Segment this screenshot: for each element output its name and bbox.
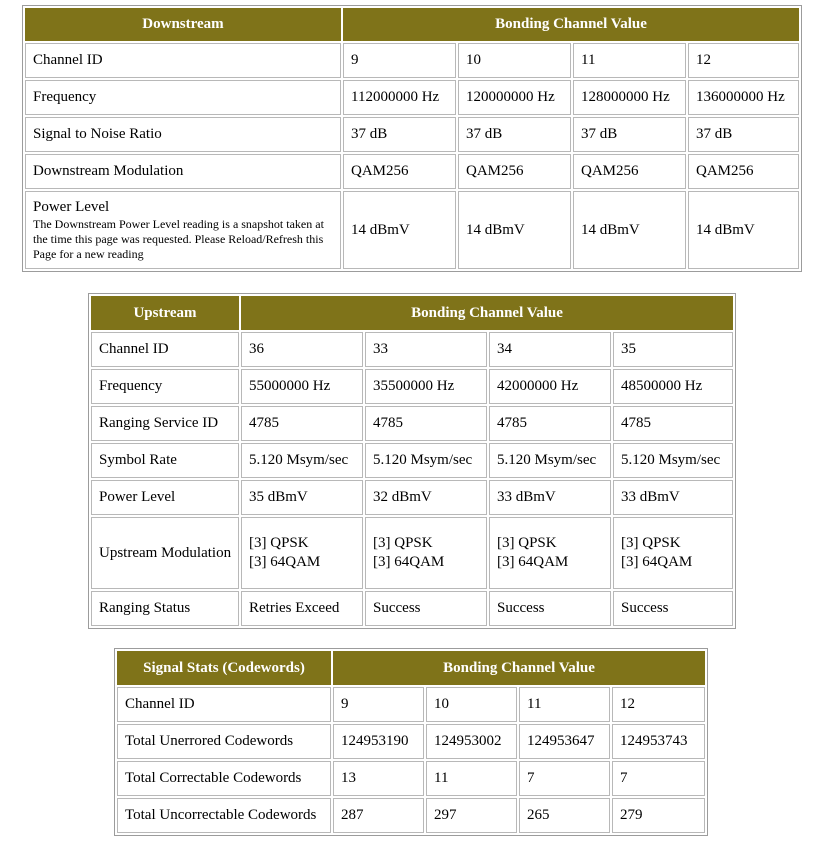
cell-value [489, 517, 611, 589]
cell-value: 12 [612, 687, 705, 722]
cell-value [365, 517, 487, 589]
modulation-line: [3] 64QAM [621, 554, 693, 570]
cell-value: 33 [365, 332, 487, 367]
cell-value: 4785 [489, 406, 611, 441]
cell-value: 124953647 [519, 724, 610, 759]
cell-value: 5.120 Msym/sec [613, 443, 733, 478]
downstream-header-label: Downstream [25, 8, 341, 41]
codewords-header-row [117, 651, 705, 685]
table-row [25, 43, 799, 78]
cell-value: 9 [333, 687, 424, 722]
table-row [117, 761, 705, 796]
modulation-line: [3] 64QAM [373, 554, 445, 570]
cell-value: Success [613, 591, 733, 626]
row-label: Frequency [91, 369, 239, 404]
row-label: Channel ID [117, 687, 331, 722]
cell-value: 279 [612, 798, 705, 833]
codewords-table [114, 648, 708, 836]
cell-value: 33 dBmV [613, 480, 733, 515]
cell-value: 37 dB [343, 117, 456, 152]
cell-value: 35500000 Hz [365, 369, 487, 404]
table-row [91, 443, 733, 478]
power-level-label: Power Level [33, 198, 110, 215]
cell-value: Success [365, 591, 487, 626]
cell-value: 9 [343, 43, 456, 78]
table-row [25, 117, 799, 152]
power-level-note: The Downstream Power Level reading is a snapshot taken at the time this page was requested. Please Reload/Refresh this Page for a new reading [33, 216, 324, 261]
cell-value: QAM256 [573, 154, 686, 189]
row-label: Ranging Service ID [91, 406, 239, 441]
cell-value: 14 dBmV [343, 191, 456, 269]
cell-value: 14 dBmV [573, 191, 686, 269]
modulation-line: [3] QPSK [621, 535, 681, 551]
row-label: Channel ID [25, 43, 341, 78]
cell-value: 4785 [241, 406, 363, 441]
downstream-header-row [25, 8, 799, 41]
cell-value: 36 [241, 332, 363, 367]
cell-value: 37 dB [688, 117, 799, 152]
row-label: Upstream Modulation [91, 517, 239, 589]
cell-value: 120000000 Hz [458, 80, 571, 115]
codewords-header-value: Bonding Channel Value [333, 651, 705, 685]
table-row [25, 191, 799, 269]
cell-value: 42000000 Hz [489, 369, 611, 404]
cell-value: 11 [426, 761, 517, 796]
upstream-header-row [91, 296, 733, 330]
table-row [25, 154, 799, 189]
cell-value: 265 [519, 798, 610, 833]
modulation-line: [3] 64QAM [249, 554, 321, 570]
cell-value [241, 517, 363, 589]
cell-value: 136000000 Hz [688, 80, 799, 115]
cell-value: 297 [426, 798, 517, 833]
table-row [91, 406, 733, 441]
table-row [91, 591, 733, 626]
cell-value: QAM256 [458, 154, 571, 189]
row-label: Total Correctable Codewords [117, 761, 331, 796]
modulation-line: [3] QPSK [497, 535, 557, 551]
table-row [91, 480, 733, 515]
modulation-line: [3] 64QAM [497, 554, 569, 570]
cell-value: 11 [519, 687, 610, 722]
cell-value: 33 dBmV [489, 480, 611, 515]
table-row [91, 332, 733, 367]
upstream-header-value: Bonding Channel Value [241, 296, 733, 330]
cell-value: 4785 [613, 406, 733, 441]
cell-value: 35 [613, 332, 733, 367]
cell-value: 128000000 Hz [573, 80, 686, 115]
cell-value: 5.120 Msym/sec [489, 443, 611, 478]
cell-value: Retries Exceed [241, 591, 363, 626]
row-label: Frequency [25, 80, 341, 115]
cell-value: 124953002 [426, 724, 517, 759]
table-row [117, 724, 705, 759]
cell-value: 7 [612, 761, 705, 796]
table-row [91, 517, 733, 589]
row-label: Symbol Rate [91, 443, 239, 478]
downstream-header-value: Bonding Channel Value [343, 8, 799, 41]
cell-value: 10 [458, 43, 571, 78]
upstream-header-label: Upstream [91, 296, 239, 330]
cell-value: 12 [688, 43, 799, 78]
row-label: Total Uncorrectable Codewords [117, 798, 331, 833]
table-row [117, 798, 705, 833]
row-label [25, 191, 341, 269]
cell-value: 10 [426, 687, 517, 722]
cell-value: 32 dBmV [365, 480, 487, 515]
cell-value: 55000000 Hz [241, 369, 363, 404]
row-label: Downstream Modulation [25, 154, 341, 189]
cell-value [613, 517, 733, 589]
cell-value: 287 [333, 798, 424, 833]
cell-value: 124953190 [333, 724, 424, 759]
row-label: Signal to Noise Ratio [25, 117, 341, 152]
cell-value: QAM256 [688, 154, 799, 189]
cell-value: 37 dB [573, 117, 686, 152]
row-label: Ranging Status [91, 591, 239, 626]
cell-value: 112000000 Hz [343, 80, 456, 115]
cell-value: 37 dB [458, 117, 571, 152]
row-label: Total Unerrored Codewords [117, 724, 331, 759]
cell-value: 7 [519, 761, 610, 796]
table-row [117, 687, 705, 722]
cell-value: 48500000 Hz [613, 369, 733, 404]
cell-value: QAM256 [343, 154, 456, 189]
cell-value: 5.120 Msym/sec [241, 443, 363, 478]
modulation-line: [3] QPSK [373, 535, 433, 551]
row-label: Channel ID [91, 332, 239, 367]
codewords-header-label: Signal Stats (Codewords) [117, 651, 331, 685]
modulation-line: [3] QPSK [249, 535, 309, 551]
cell-value: 14 dBmV [458, 191, 571, 269]
cell-value: 124953743 [612, 724, 705, 759]
table-row [91, 369, 733, 404]
table-row [25, 80, 799, 115]
cell-value: 35 dBmV [241, 480, 363, 515]
row-label: Power Level [91, 480, 239, 515]
upstream-table [88, 293, 736, 629]
cell-value: 4785 [365, 406, 487, 441]
cell-value: 5.120 Msym/sec [365, 443, 487, 478]
cell-value: 13 [333, 761, 424, 796]
cell-value: 11 [573, 43, 686, 78]
cell-value: 14 dBmV [688, 191, 799, 269]
cell-value: 34 [489, 332, 611, 367]
downstream-table [22, 5, 802, 272]
cell-value: Success [489, 591, 611, 626]
